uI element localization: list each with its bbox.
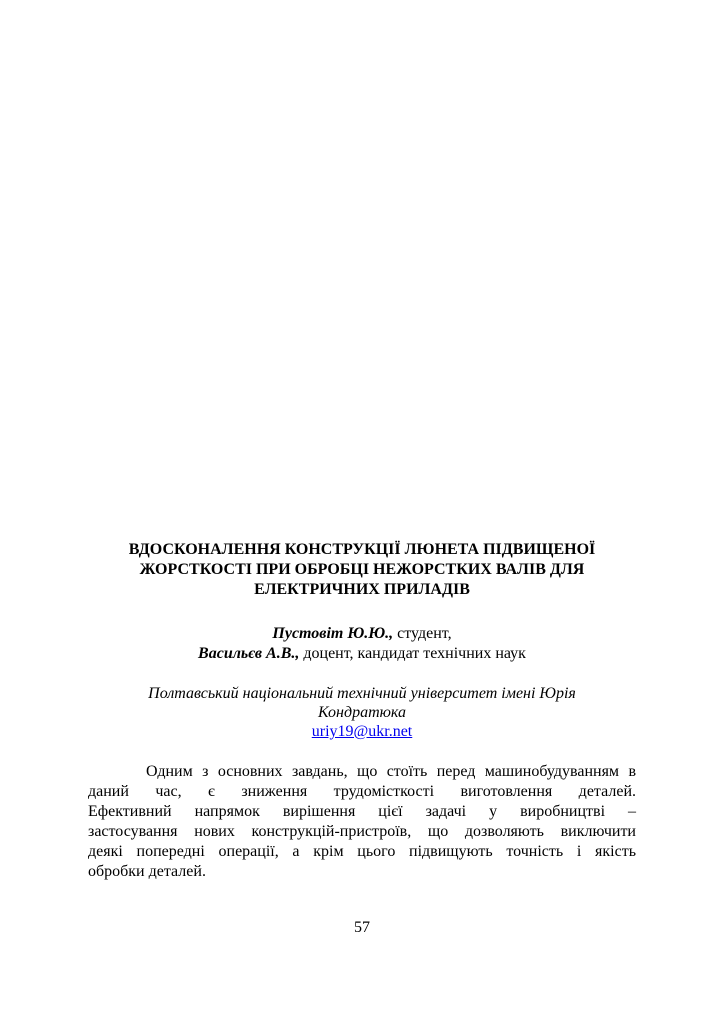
affiliation-line: Кондратюка (318, 704, 406, 721)
affiliation-block (88, 684, 636, 741)
author-name: Васильєв А.В., (198, 645, 300, 662)
paper-title-line: ЖОРСТКОСТІ ПРИ ОБРОБЦІ НЕЖОРСТКИХ ВАЛІВ ДЛЯ (139, 561, 585, 578)
abstract-paragraph (88, 762, 636, 882)
abstract-line: Ефективний напрямок вирішення цієї задачі у виробництві – (88, 803, 636, 820)
abstract-line: Одним з основних завдань, що стоїть перед машинобудуванням в (146, 763, 636, 780)
author-role: студент, (393, 625, 452, 642)
abstract-line: деякі попередні операції, а крім цього підвищують точність і якість (88, 843, 636, 860)
paper-title (88, 540, 636, 600)
affiliation-line: Полтавський національний технічний університет імені Юрія (148, 685, 576, 702)
author-role: доцент, кандидат технічних наук (299, 645, 526, 662)
abstract-line: застосування нових конструкцій-пристроїв, що дозволяють виключити (88, 823, 636, 840)
paper-title-line: ВДОСКОНАЛЕННЯ КОНСТРУКЦІЇ ЛЮНЕТА ПІДВИЩЕНОЇ (128, 541, 596, 558)
author-name: Пустовіт Ю.Ю., (272, 625, 394, 642)
email-link[interactable]: uriy19@ukr.net (311, 723, 413, 740)
author-list (88, 624, 636, 664)
author-entry (88, 644, 636, 664)
abstract-line: обробки деталей. (88, 863, 206, 880)
abstract-line: даний час, є зниження трудомісткості виготовлення деталей. (88, 783, 636, 800)
author-entry (88, 624, 636, 644)
page-number: 57 (354, 919, 370, 936)
paper-title-line: ЕЛЕКТРИЧНИХ ПРИЛАДІВ (254, 581, 470, 598)
